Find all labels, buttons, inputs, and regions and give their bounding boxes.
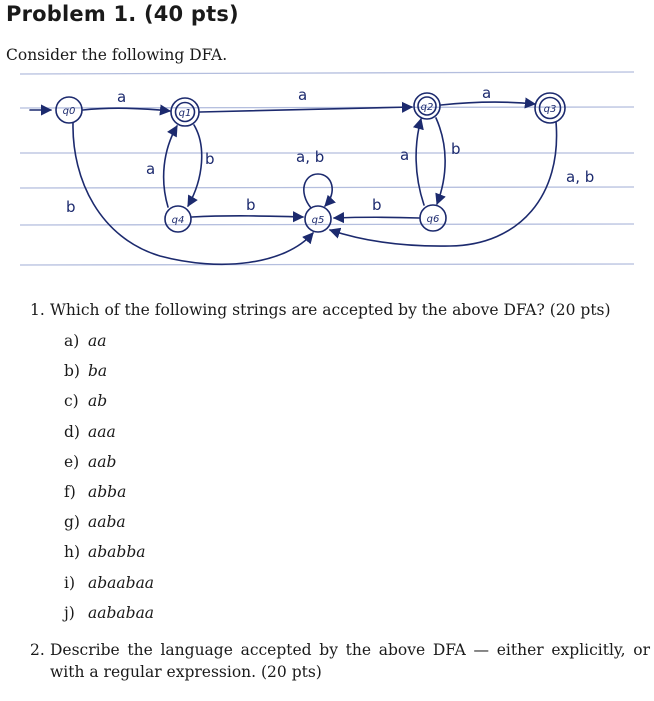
edge-label-q0-q1: a bbox=[117, 88, 127, 106]
option-item bbox=[64, 329, 154, 359]
option-item bbox=[64, 571, 154, 601]
option-label: a) bbox=[64, 332, 80, 350]
edge-label-q1-q2: a bbox=[298, 86, 308, 104]
question-1-options bbox=[64, 329, 154, 631]
edge-label-q5-self: a, b bbox=[296, 148, 325, 166]
label-q0: q0 bbox=[62, 106, 76, 117]
edge-label-q2-q3: a bbox=[482, 84, 492, 102]
option-label: g) bbox=[64, 513, 80, 532]
edge-q2-q6 bbox=[436, 118, 445, 204]
option-label: e) bbox=[64, 452, 80, 471]
option-string: aa bbox=[88, 332, 107, 350]
question-1-number: 1. bbox=[30, 301, 45, 319]
option-string: abba bbox=[88, 482, 127, 501]
edge-label-q4-q5: b bbox=[246, 196, 256, 214]
option-string: abaabaa bbox=[88, 573, 155, 592]
option-label: j) bbox=[64, 603, 75, 622]
option-item bbox=[64, 510, 154, 540]
option-item bbox=[64, 389, 154, 419]
problem-title: Problem 1. (40 pts) bbox=[6, 2, 239, 26]
option-string: aab bbox=[88, 452, 117, 471]
rule-line bbox=[20, 224, 634, 225]
option-string: aaba bbox=[88, 513, 126, 532]
label-q1: q1 bbox=[178, 108, 192, 119]
edge-label-q6-q2: a bbox=[400, 146, 410, 164]
question-2-number: 2. bbox=[30, 641, 45, 659]
question-2-text: Describe the language accepted by the above DFA — either explicitly, or with a regular expression. (20 pts) bbox=[50, 641, 650, 681]
option-string: aababaa bbox=[88, 603, 155, 622]
option-label: i) bbox=[64, 573, 76, 592]
question-2 bbox=[30, 639, 650, 683]
label-q2: q2 bbox=[420, 102, 434, 113]
label-q5: q5 bbox=[311, 215, 325, 226]
label-q6: q6 bbox=[426, 214, 440, 225]
edge-q2-q3 bbox=[441, 102, 535, 105]
edge-label-q3-q5: a, b bbox=[566, 168, 595, 186]
rule-line bbox=[20, 187, 634, 188]
edge-label-q1-q4: b bbox=[205, 150, 215, 168]
option-item bbox=[64, 601, 154, 631]
edge-label-q0-q5: b bbox=[66, 198, 76, 216]
edge-label-q4-q1: a bbox=[146, 160, 156, 178]
edge-labels bbox=[66, 84, 594, 216]
option-item bbox=[64, 420, 154, 450]
option-label: f) bbox=[64, 482, 76, 501]
edge-q6-q5 bbox=[334, 217, 419, 218]
edge-q5-self bbox=[304, 174, 332, 208]
option-item bbox=[64, 480, 154, 510]
dfa-diagram bbox=[0, 60, 654, 280]
option-label: b) bbox=[64, 362, 80, 381]
option-string: aaa bbox=[88, 422, 116, 441]
question-1-text: Which of the following strings are accepted by the above DFA? (20 pts) bbox=[50, 301, 611, 319]
problem-intro: Consider the following DFA. bbox=[6, 46, 228, 64]
edge-label-q2-q6: b bbox=[451, 140, 461, 158]
option-item bbox=[64, 450, 154, 480]
option-label: h) bbox=[64, 543, 81, 562]
option-item bbox=[64, 359, 154, 389]
option-string: ab bbox=[88, 392, 108, 411]
question-1 bbox=[30, 301, 611, 319]
edge-q6-q2 bbox=[416, 119, 424, 205]
label-q3: q3 bbox=[543, 104, 557, 115]
edge-q4-q1 bbox=[164, 126, 177, 207]
option-label: d) bbox=[64, 422, 80, 441]
edge-q0-q1 bbox=[83, 108, 170, 111]
option-string: ba bbox=[88, 362, 108, 381]
label-q4: q4 bbox=[171, 215, 185, 226]
rule-line bbox=[20, 264, 634, 265]
edge-q4-q5 bbox=[192, 216, 303, 217]
option-label: c) bbox=[64, 392, 79, 411]
edge-label-q6-q5: b bbox=[372, 196, 382, 214]
option-item bbox=[64, 540, 154, 570]
edge-q0-q5 bbox=[73, 123, 313, 264]
edge-q1-q4 bbox=[188, 125, 202, 206]
rule-line bbox=[20, 72, 634, 74]
option-string: ababba bbox=[88, 543, 146, 562]
